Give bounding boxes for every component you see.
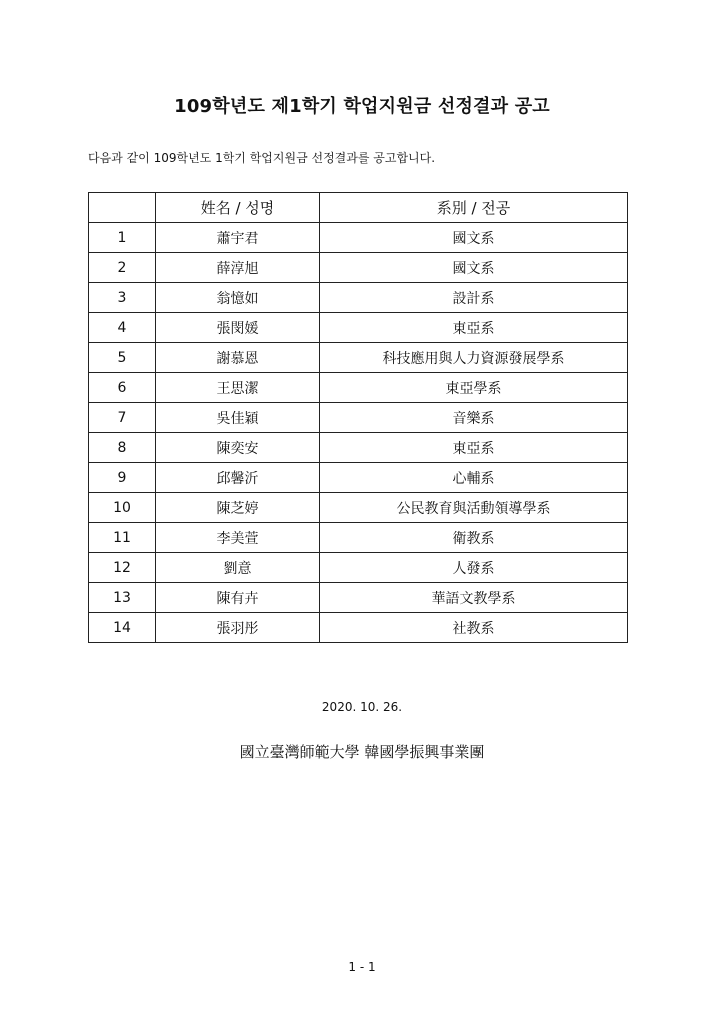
table-row (89, 553, 628, 583)
row-number: 1 (89, 223, 156, 253)
row-name: 薛淳旭 (156, 253, 320, 283)
table-row (89, 613, 628, 643)
row-number: 7 (89, 403, 156, 433)
row-name: 王思潔 (156, 373, 320, 403)
row-number: 2 (89, 253, 156, 283)
document-title: 109학년도 제1학기 학업지원금 선정결과 공고 (174, 96, 550, 117)
announcement-date: 2020. 10. 26. (321, 700, 403, 714)
organization-name: 國立臺灣師範大學 韓國學振興事業團 (239, 743, 485, 761)
row-number: 13 (89, 583, 156, 613)
table-row (89, 253, 628, 283)
table-row (89, 523, 628, 553)
row-name: 邱馨沂 (156, 463, 320, 493)
row-number: 11 (89, 523, 156, 553)
row-number: 10 (89, 493, 156, 523)
intro-text: 다음과 같이 109학년도 1학기 학업지원금 선정결과를 공고합니다. (88, 151, 436, 165)
row-department: 國文系 (320, 253, 628, 283)
row-number: 4 (89, 313, 156, 343)
header-department: 系別 / 전공 (320, 193, 628, 223)
table-row (89, 583, 628, 613)
row-department: 人發系 (320, 553, 628, 583)
row-department: 科技應用與人力資源發展學系 (320, 343, 628, 373)
row-name: 吳佳穎 (156, 403, 320, 433)
row-department: 社教系 (320, 613, 628, 643)
row-department: 公民教育與活動領導學系 (320, 493, 628, 523)
row-name: 李美萱 (156, 523, 320, 553)
row-department: 設計系 (320, 283, 628, 313)
row-number: 14 (89, 613, 156, 643)
row-name: 蕭宇君 (156, 223, 320, 253)
table-row (89, 493, 628, 523)
table-row (89, 343, 628, 373)
header-number (89, 193, 156, 223)
row-number: 12 (89, 553, 156, 583)
row-department: 東亞系 (320, 313, 628, 343)
table-row (89, 433, 628, 463)
row-name: 陳奕安 (156, 433, 320, 463)
row-name: 劉意 (156, 553, 320, 583)
results-table (88, 192, 628, 643)
page-number: 1 - 1 (348, 960, 376, 974)
table-header-row (89, 193, 628, 223)
row-name: 張閔媛 (156, 313, 320, 343)
row-number: 3 (89, 283, 156, 313)
table-row (89, 373, 628, 403)
row-department: 國文系 (320, 223, 628, 253)
table-row (89, 463, 628, 493)
row-name: 陳有卉 (156, 583, 320, 613)
row-department: 音樂系 (320, 403, 628, 433)
row-number: 8 (89, 433, 156, 463)
row-department: 東亞系 (320, 433, 628, 463)
row-number: 9 (89, 463, 156, 493)
row-department: 心輔系 (320, 463, 628, 493)
table-row (89, 313, 628, 343)
row-department: 衛教系 (320, 523, 628, 553)
header-name: 姓名 / 성명 (156, 193, 320, 223)
row-number: 6 (89, 373, 156, 403)
row-name: 謝慕恩 (156, 343, 320, 373)
row-name: 張羽彤 (156, 613, 320, 643)
row-name: 陳芝婷 (156, 493, 320, 523)
table-row (89, 403, 628, 433)
table-row (89, 223, 628, 253)
row-department: 東亞學系 (320, 373, 628, 403)
row-name: 翁憶如 (156, 283, 320, 313)
table-row (89, 283, 628, 313)
row-department: 華語文教學系 (320, 583, 628, 613)
row-number: 5 (89, 343, 156, 373)
